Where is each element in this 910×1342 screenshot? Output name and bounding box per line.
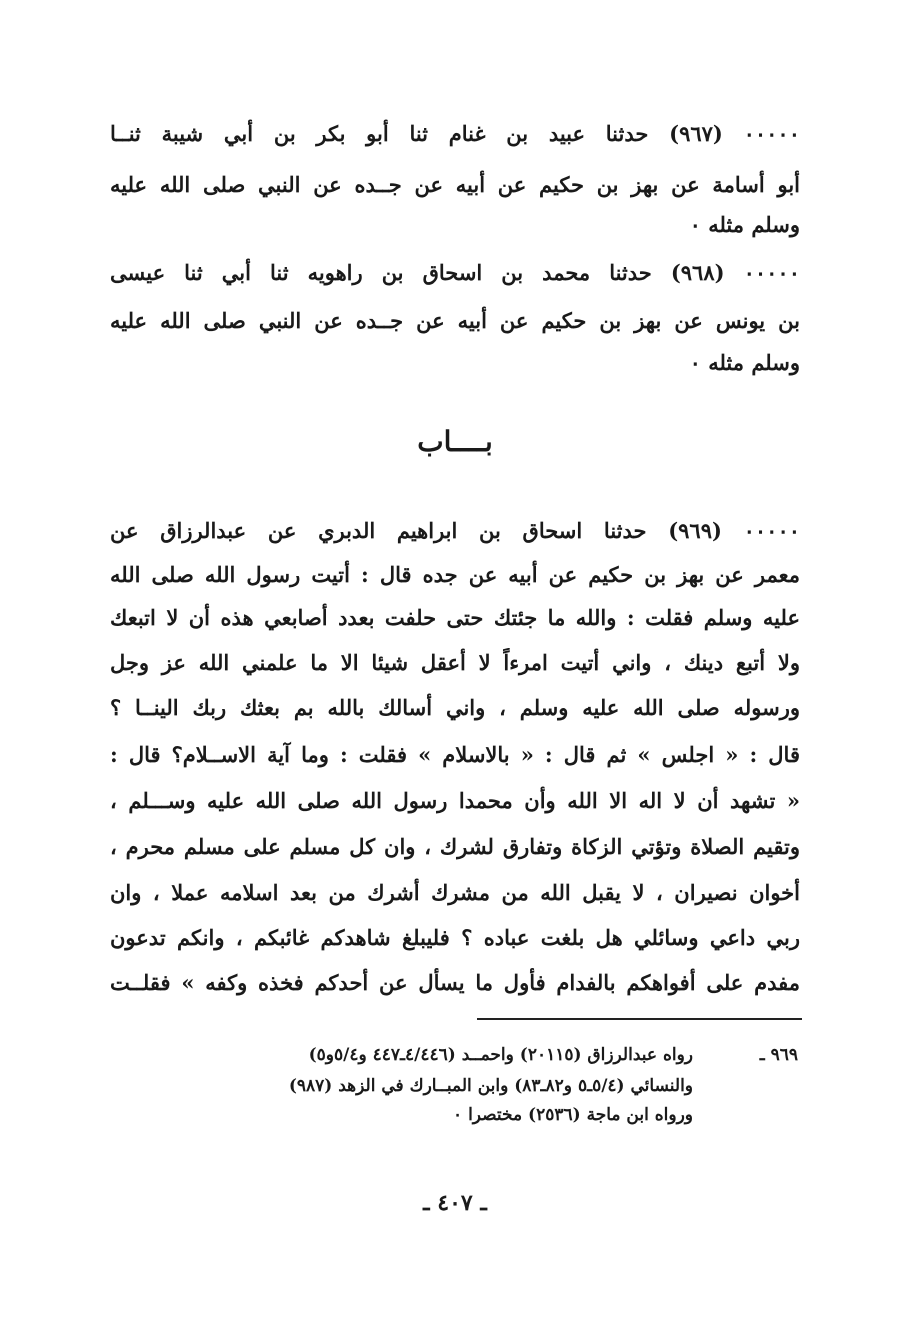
hadith-969-line-1: ٠٠٠٠٠ (٩٦٩) حدثنا اسحاق بن ابراهيم الدبري عن عبدالرزاق عن [110, 518, 800, 543]
chapter-heading: بــــاب [417, 425, 493, 458]
hadith-968-line-3: وسلم مثله ٠ [689, 350, 800, 375]
hadith-969-line-2: معمر عن بهز بن حكيم عن أبيه عن جده قال : أتيت رسول الله صلى الله [110, 562, 800, 587]
hadith-969-line-4: ولا أتبع دينك ، واني أتيت امرءاً لا أعقل شيئا الا ما علمني الله عز وجل [110, 650, 800, 675]
footnote-text-3: ورواه ابن ماجة (٢٥٣٦) مختصرا ٠ [453, 1105, 693, 1125]
footnote-separator [477, 1018, 802, 1020]
footnote-text-2: والنسائي (٥/٤ـ٥ و٨٢ـ٨٣) وابن المبــارك في الزهد (٩٨٧) [288, 1076, 693, 1096]
hadith-968-line-1: ٠٠٠٠٠ (٩٦٨) حدثنا محمد بن اسحاق بن راهويه ثنا أبي ثنا عيسى [110, 260, 800, 285]
footnote-text-1: رواه عبدالرزاق (٢٠١١٥) واحمــد (٤/٤٤٦ـ٤٤٧ و٥/٤و٥) [308, 1045, 693, 1065]
footnote-line-2 [98, 1073, 798, 1099]
hadith-969-line-6: قال : « اجلس » ثم قال : « بالاسلام » فقلت : وما آية الاســلام؟ قال : [110, 742, 800, 767]
hadith-969-line-8: وتقيم الصلاة وتؤتي الزكاة وتفارق لشرك ، وان كل مسلم على مسلم محرم ، [110, 834, 800, 859]
hadith-968-line-2: بن يونس عن بهز بن حكيم عن أبيه عن جــده عن النبي صلى الله عليه [110, 308, 800, 333]
hadith-969-line-7: « تشهد أن لا اله الا الله وأن محمدا رسول الله صلى الله عليه وســـلم ، [110, 788, 800, 813]
hadith-969-line-11: مفدم على أفواهكم بالفدام فأول ما يسأل عن أحدكم فخذه وكفه » فقلــت [110, 970, 800, 995]
footnote-number: ٩٦٩ ـ [759, 1045, 798, 1065]
hadith-967-line-3: وسلم مثله ٠ [689, 212, 800, 237]
hadith-969-line-9: أخوان نصيران ، لا يقبل الله من مشرك أشرك من بعد اسلامه عملا ، وان [110, 880, 800, 905]
hadith-969-line-5: ورسوله صلى الله عليه وسلم ، واني أسالك بالله بم بعثك ربك الينــا ؟ [110, 695, 800, 720]
hadith-969-line-3: عليه وسلم فقلت : والله ما جئتك حتى حلفت بعدد أصابعي هذه أن لا اتبعك [110, 605, 800, 630]
hadith-967-line-1: ٠٠٠٠٠ (٩٦٧) حدثنا عبيد بن غنام ثنا أبو بكر بن أبي شيبة ثنــا [110, 121, 800, 146]
footnote-line-1 [98, 1042, 798, 1068]
footnote-line-3 [98, 1102, 798, 1128]
hadith-969-line-10: ربي داعي وسائلي هل بلغت عباده ؟ فليبلغ شاهدكم غائبكم ، وانكم تدعون [110, 925, 800, 950]
page-number: ـ ٤٠٧ ـ [423, 1190, 487, 1216]
hadith-967-line-2: أبو أسامة عن بهز بن حكيم عن أبيه عن جــده عن النبي صلى الله عليه [110, 172, 800, 197]
